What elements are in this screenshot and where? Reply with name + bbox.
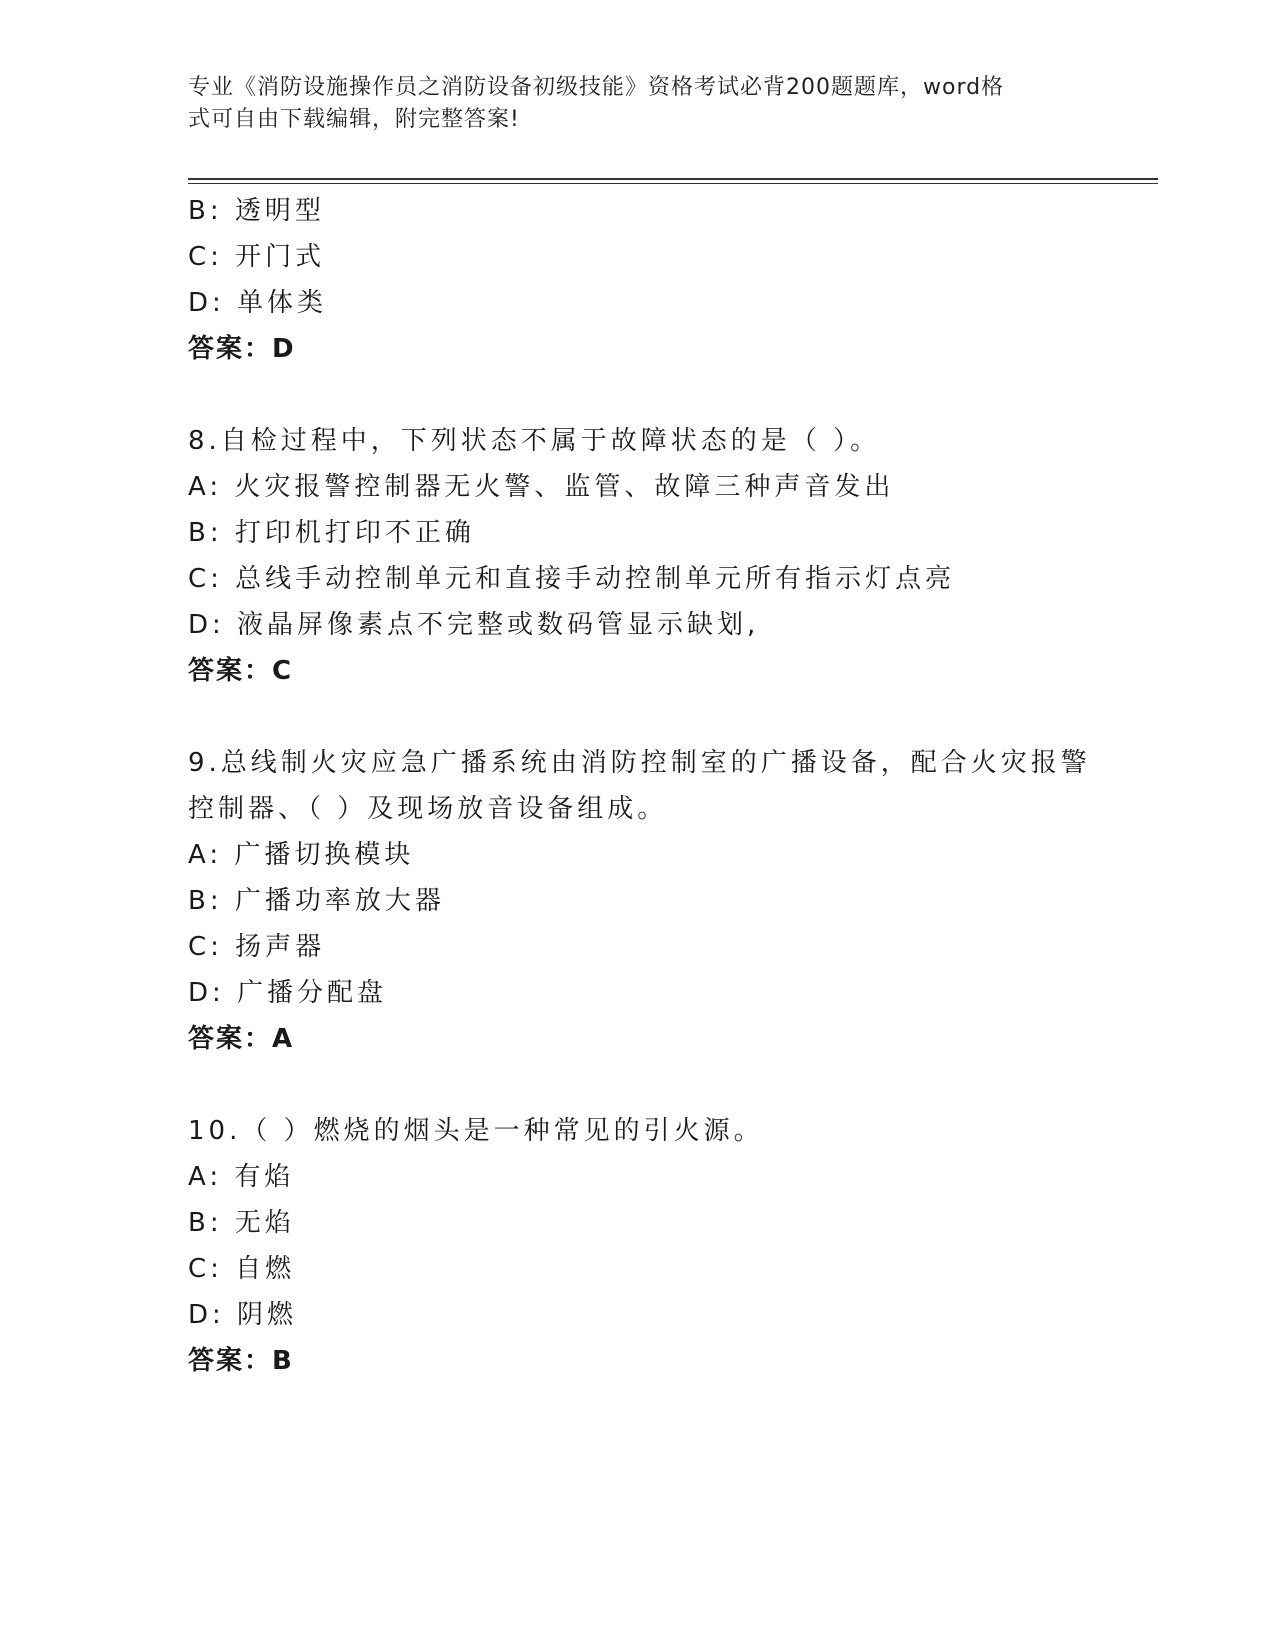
option-b: B: 无焰 [188,1208,295,1238]
option-a: A: 火灾报警控制器无火警、监管、故障三种声音发出 [188,472,895,502]
option-c: C: 自燃 [188,1254,296,1284]
option-d: D: 单体类 [188,288,328,318]
question-8 [188,418,1088,694]
option-d: D: 阴燃 [188,1300,298,1330]
option-a: A: 有焰 [188,1162,295,1192]
answer-line: 答案：A [188,1024,295,1054]
option-c: C: 扬声器 [188,932,326,962]
option-b: B: 透明型 [188,196,325,226]
header-line-2: 式可自由下载编辑，附完整答案! [188,107,520,132]
option-c: C: 总线手动控制单元和直接手动控制单元所有指示灯点亮 [188,564,956,594]
option-a: A: 广播切换模块 [188,840,415,870]
header-line-1: 专业《消防设施操作员之消防设备初级技能》资格考试必背200题题库，word格 [188,75,1005,100]
answer-line: 答案：D [188,334,296,364]
option-d: D: 广播分配盘 [188,978,388,1008]
answer-line: 答案：C [188,656,294,686]
spacer [188,372,1088,418]
question-stem: 8.自检过程中，下列状态不属于故障状态的是（ ）。 [188,426,881,456]
option-b: B: 打印机打印不正确 [188,518,475,548]
spacer [188,694,1088,740]
question-10 [188,1108,1088,1384]
document-header [188,72,1068,136]
question-stem-line-1: 9.总线制火灾应急广播系统由消防控制室的广播设备，配合火灾报警 [188,748,1091,778]
spacer [188,1062,1088,1108]
option-c: C: 开门式 [188,242,326,272]
answer-line: 答案：B [188,1346,294,1376]
question-9 [188,740,1091,1062]
option-b: B: 广播功率放大器 [188,886,445,916]
header-divider-thin [188,183,1158,184]
header-divider [188,178,1158,180]
question-list [188,188,1091,1384]
question-stem-line-2: 控制器、（ ）及现场放音设备组成。 [188,794,668,824]
question-7-tail [188,188,1088,372]
question-stem: 10.（ ）燃烧的烟头是一种常见的引火源。 [188,1116,764,1146]
option-d: D: 液晶屏像素点不完整或数码管显示缺划, [188,610,760,640]
